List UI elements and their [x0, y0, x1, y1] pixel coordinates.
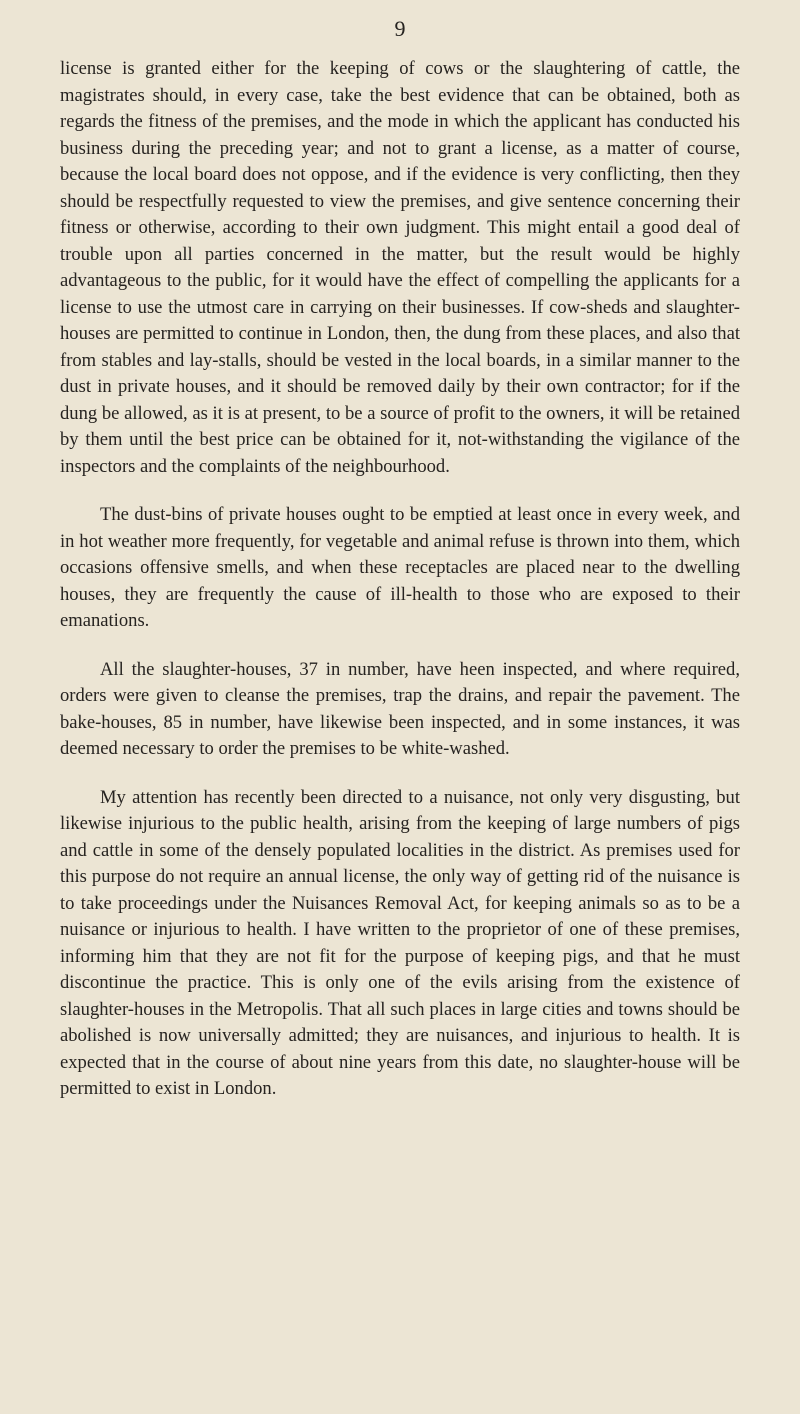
- paragraph-license-continuation: license is granted either for the keeping of cows or the slaughtering of cattle, the magistrates should, in every case, take the best evidence that can be obtained, both as regards the fitness of the premises, and the mode in which the applicant has conducted his business during the preceding year; and not to grant a license, as a matter of course, because the local board does not oppose, and if the evidence is very conflicting, then they should be respectfully requested to view the premises, and give sentence concerning their fitness or otherwise, according to their own judgment. This might entail a good deal of trouble upon all parties concerned in the matter, but the result would be highly advantageous to the public, for it would have the effect of compelling the applicants for a license to use the utmost care in carrying on their businesses. If cow-sheds and slaughter-houses are permitted to continue in London, then, the dung from these places, and also that from stables and lay-stalls, should be vested in the local boards, in a similar manner to the dust in private houses, and it should be removed daily by their own contractor; for if the dung be allowed, as it is at present, to be a source of profit to the owners, it will be retained by them until the best price can be obtained for it, not-withstanding the vigilance of the inspectors and the complaints of the neighbourhood.: [60, 58, 740, 477]
- body-text: [60, 56, 740, 1103]
- paragraph-pig-nuisance: My attention has recently been directed to a nuisance, not only very disgusting, but likewise injurious to the public health, arising from the keeping of large numbers of pigs and cattle in some of the densely populated localities in the district. As premises used for this purpose do not require an annual license, the only way of getting rid of the nuisance is to take proceedings under the Nuisances Removal Act, for keeping animals so as to be a nuisance or injurious to health. I have written to the proprietor of one of these premises, informing him that they are not fit for the purpose of keeping pigs, and that he must discontinue the practice. This is only one of the evils arising from the existence of slaughter-houses in the Metropolis. That all such places in large cities and towns should be abolished is now universally admitted; they are nuisances, and injurious to health. It is expected that in the course of about nine years from this date, no slaughter-house will be permitted to exist in London.: [60, 786, 740, 1099]
- paragraph-slaughter-house-inspections: All the slaughter-houses, 37 in number, have heen inspected, and where required, orders were given to cleanse the premises, trap the drains, and repair the pavement. The bake-houses, 85 in number, have likewise been inspected, and in some instances, it was deemed necessary to order the premises to be white-washed.: [60, 658, 740, 759]
- page-number: 9: [394, 16, 406, 41]
- paragraph-dust-bins: The dust-bins of private houses ought to be emptied at least once in every week, and in hot weather more frequently, for vegetable and animal refuse is thrown into them, which occasions offensive smells, and when these receptacles are placed near to the dwelling houses, they are frequently the cause of ill-health to those who are exposed to their emanations.: [60, 504, 740, 631]
